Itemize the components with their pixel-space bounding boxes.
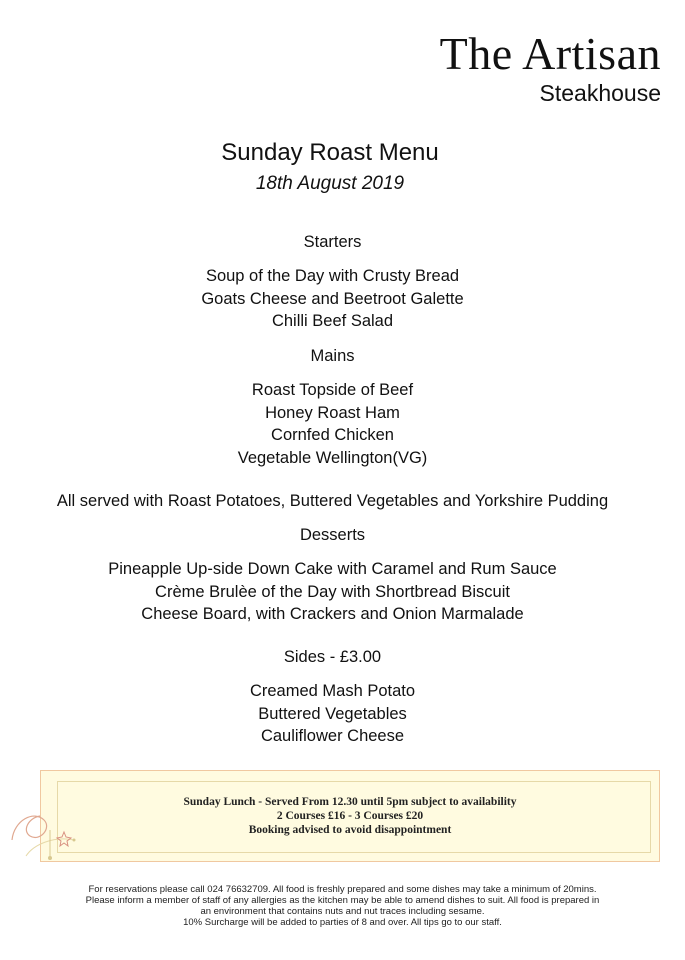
- footer-notes: [30, 884, 655, 928]
- brand-title: The Artisan: [439, 28, 661, 79]
- lunch-booking-advice: Booking advised to avoid disappointment: [248, 824, 452, 836]
- mains-section: [0, 345, 665, 469]
- main-item: Cornfed Chicken: [271, 426, 394, 444]
- dessert-item: Crème Brulèe of the Day with Shortbread Biscuit: [155, 582, 510, 601]
- footer-reservations: For reservations please call 024 76632709. All food is freshly prepared and some dishes may take a minimum of 20mins.: [88, 884, 597, 895]
- sides-heading: Sides - £3.00: [283, 648, 382, 666]
- starters-section: [0, 231, 665, 333]
- lunch-prices: 2 Courses £16 - 3 Courses £20: [276, 810, 424, 822]
- main-item: Vegetable Wellington(VG): [237, 448, 428, 467]
- dessert-item: Pineapple Up-side Down Cake with Caramel and Rum Sauce: [108, 560, 557, 578]
- side-item: Creamed Mash Potato: [249, 682, 416, 700]
- desserts-section: [0, 524, 665, 626]
- footer-surcharge: 10% Surcharge will be added to parties of 8 and over. All tips go to our staff.: [183, 917, 502, 928]
- brand: [440, 30, 661, 106]
- menu-title: Sunday Roast Menu: [221, 139, 439, 166]
- lunch-serving-times: Sunday Lunch - Served From 12.30 until 5pm subject to availability: [183, 796, 517, 808]
- mains-heading: Mains: [310, 347, 355, 365]
- starters-heading: Starters: [303, 233, 362, 251]
- starter-item: Chilli Beef Salad: [271, 312, 394, 330]
- sides-section: [0, 646, 665, 748]
- menu-date: 18th August 2019: [255, 173, 405, 194]
- lunch-box-text: [41, 795, 659, 837]
- side-item: Cauliflower Cheese: [260, 727, 405, 745]
- footer-allergies: Please inform a member of staff of any allergies as the kitchen may be able to amend dishes to suit. All food is prepared in: [85, 895, 600, 906]
- decorative-swirl-icon: [4, 800, 84, 862]
- served-with-note: All served with Roast Potatoes, Buttered Vegetables and Yorkshire Pudding: [56, 492, 609, 510]
- footer-nuts-warning: an environment that contains nuts and nut traces including sesame.: [200, 906, 485, 917]
- main-item: Honey Roast Ham: [265, 403, 400, 422]
- desserts-heading: Desserts: [299, 526, 366, 544]
- starter-item: Goats Cheese and Beetroot Galette: [201, 289, 464, 308]
- brand-subtitle: Steakhouse: [539, 80, 661, 106]
- starter-item: Soup of the Day with Crusty Bread: [205, 267, 460, 285]
- side-item: Buttered Vegetables: [258, 704, 407, 723]
- sunday-lunch-box: [40, 770, 660, 862]
- dessert-item: Cheese Board, with Crackers and Onion Marmalade: [141, 605, 524, 623]
- main-item: Roast Topside of Beef: [251, 381, 414, 399]
